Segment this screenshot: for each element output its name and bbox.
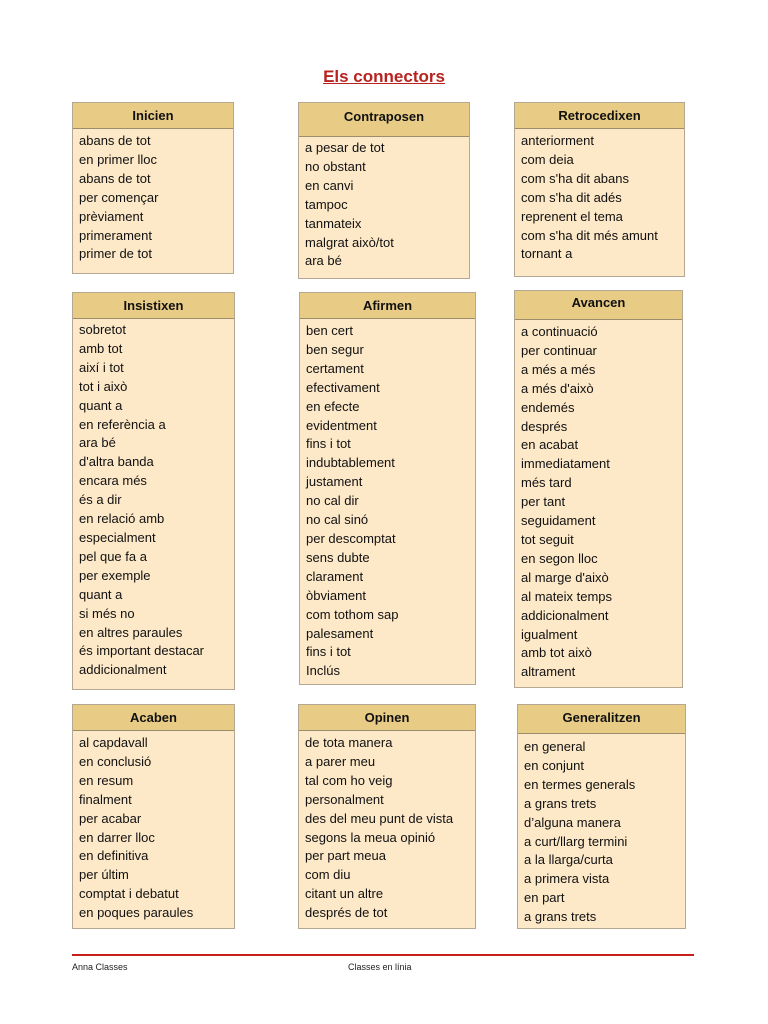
connector-item: d'altra banda bbox=[79, 454, 154, 470]
connector-item: com diu bbox=[305, 867, 351, 883]
connector-item: de tota manera bbox=[305, 735, 393, 750]
page-title: Els connectors bbox=[323, 67, 445, 86]
connector-item: en relació amb bbox=[79, 511, 165, 527]
connector-item: en efecte bbox=[306, 398, 360, 414]
connector-item: a curt/llarg termini bbox=[524, 833, 628, 849]
connector-item: com s'ha dit abans bbox=[521, 170, 629, 186]
connector-item: encara més bbox=[79, 473, 147, 489]
connector-item: en termes generals bbox=[524, 776, 636, 792]
connector-item: comptat i debatut bbox=[79, 886, 179, 902]
connector-item: en resum bbox=[79, 772, 134, 788]
connector-item: anteriorment bbox=[521, 133, 594, 148]
connector-item: en conjunt bbox=[524, 757, 584, 773]
connector-list bbox=[300, 319, 475, 681]
connector-item: després bbox=[521, 418, 568, 434]
box-avancen bbox=[514, 290, 683, 688]
connector-item: a més a més bbox=[521, 361, 596, 377]
connector-item: addicionalment bbox=[79, 662, 167, 678]
connector-item: és important destacar bbox=[79, 643, 205, 659]
connector-item: tot i això bbox=[79, 378, 128, 394]
connector-item: en primer lloc bbox=[79, 151, 158, 167]
connector-item: no cal sinó bbox=[306, 512, 369, 528]
connector-item: a continuació bbox=[521, 324, 598, 339]
connector-item: primerament bbox=[79, 227, 152, 243]
connector-item: amb tot això bbox=[521, 645, 592, 661]
connector-item: no obstant bbox=[305, 158, 366, 174]
box-title: Afirmen bbox=[300, 293, 475, 319]
box-insistixen bbox=[72, 292, 235, 690]
connector-item: al capdavall bbox=[79, 735, 148, 750]
connector-item: en acabat bbox=[521, 437, 579, 453]
connector-list bbox=[515, 320, 682, 682]
connector-item: en definitiva bbox=[79, 848, 149, 864]
connector-item: així i tot bbox=[79, 359, 124, 375]
connector-item: amb tot bbox=[79, 340, 123, 356]
connector-item: per acabar bbox=[79, 810, 142, 826]
connector-item: sobretot bbox=[79, 322, 126, 337]
connector-item: per tant bbox=[521, 494, 566, 510]
connector-item: abans de tot bbox=[79, 170, 151, 186]
connector-item: quant a bbox=[79, 586, 123, 602]
connector-item: en darrer lloc bbox=[79, 829, 155, 845]
connector-item: tal com ho veig bbox=[305, 772, 393, 788]
connector-item: en general bbox=[524, 739, 586, 754]
connector-item: fins i tot bbox=[306, 644, 351, 660]
connector-item: en referència a bbox=[79, 416, 166, 432]
connector-item: des del meu punt de vista bbox=[305, 810, 454, 826]
connector-list bbox=[299, 137, 469, 271]
connector-item: més tard bbox=[521, 475, 572, 491]
connector-item: si més no bbox=[79, 605, 135, 621]
box-retrocedixen bbox=[514, 102, 685, 277]
connector-item: a més d'això bbox=[521, 380, 594, 396]
connector-item: finalment bbox=[79, 791, 132, 807]
connector-item: personalment bbox=[305, 791, 384, 807]
connector-item: a pesar de tot bbox=[305, 140, 385, 155]
connector-list bbox=[299, 731, 475, 923]
connector-item: d’alguna manera bbox=[524, 814, 621, 830]
connector-item: com deia bbox=[521, 151, 574, 167]
connector-item: certament bbox=[306, 360, 364, 376]
connector-item: Inclús bbox=[306, 663, 340, 679]
connector-item: al marge d'això bbox=[521, 569, 609, 585]
footer-center: Classes en línia bbox=[348, 962, 412, 972]
connector-item: justament bbox=[306, 474, 363, 490]
box-title: Insistixen bbox=[73, 293, 234, 319]
box-title: Retrocedixen bbox=[515, 103, 684, 129]
connector-item: indubtablement bbox=[306, 455, 395, 471]
connector-item: fins i tot bbox=[306, 436, 351, 452]
connector-item: evidentment bbox=[306, 417, 377, 433]
connector-item: prèviament bbox=[79, 208, 144, 224]
box-title: Opinen bbox=[299, 705, 475, 731]
connector-item: en segon lloc bbox=[521, 550, 598, 566]
connector-item: és a dir bbox=[79, 492, 122, 508]
footer-left: Anna Classes bbox=[72, 962, 128, 972]
connector-item: reprenent el tema bbox=[521, 208, 623, 224]
connector-list bbox=[73, 731, 234, 923]
connector-item: òbviament bbox=[306, 587, 366, 603]
connector-item: ben cert bbox=[306, 323, 353, 338]
connector-item: sens dubte bbox=[306, 549, 370, 565]
box-generalitzen bbox=[517, 704, 686, 929]
connector-item: altrament bbox=[521, 664, 576, 680]
box-title: Acaben bbox=[73, 705, 234, 731]
connector-item: ara bé bbox=[79, 435, 116, 451]
connector-list bbox=[515, 129, 684, 264]
connector-item: en altres paraules bbox=[79, 624, 183, 640]
connector-item: per últim bbox=[79, 867, 129, 883]
connector-item: clarament bbox=[306, 568, 364, 584]
box-afirmen bbox=[299, 292, 476, 685]
connector-item: a parer meu bbox=[305, 753, 376, 769]
box-inicien bbox=[72, 102, 234, 274]
connector-item: especialment bbox=[79, 529, 156, 545]
box-contraposen bbox=[298, 102, 470, 279]
connector-item: citant un altre bbox=[305, 886, 384, 902]
connector-item: a grans trets bbox=[524, 909, 597, 925]
box-title: Avancen bbox=[515, 291, 682, 320]
connector-item: tornant a bbox=[521, 246, 573, 262]
connector-item: al mateix temps bbox=[521, 588, 613, 604]
connector-item: immediatament bbox=[521, 456, 610, 472]
connector-item: addicionalment bbox=[521, 607, 609, 623]
box-opinen bbox=[298, 704, 476, 929]
connector-item: a primera vista bbox=[524, 871, 610, 887]
connector-item: en canvi bbox=[305, 177, 354, 193]
connector-item: a la llarga/curta bbox=[524, 852, 613, 868]
connector-item: a grans trets bbox=[524, 795, 597, 811]
connector-item: no cal dir bbox=[306, 493, 359, 509]
connector-item: tanmateix bbox=[305, 215, 362, 231]
connector-item: després de tot bbox=[305, 905, 388, 921]
connector-item: per descomptat bbox=[306, 530, 396, 546]
connector-item: tampoc bbox=[305, 196, 348, 212]
box-acaben bbox=[72, 704, 235, 929]
footer-divider bbox=[72, 954, 694, 956]
connector-item: igualment bbox=[521, 626, 578, 642]
connector-item: en conclusió bbox=[79, 753, 152, 769]
connector-item: efectivament bbox=[306, 379, 380, 395]
connector-item: per part meua bbox=[305, 848, 386, 864]
connector-item: com tothom sap bbox=[306, 606, 399, 622]
connector-item: primer de tot bbox=[79, 246, 152, 262]
connector-item: abans de tot bbox=[79, 133, 151, 148]
box-title: Generalitzen bbox=[518, 705, 685, 734]
connector-item: en part bbox=[524, 890, 565, 906]
connector-item: com s'ha dit més amunt bbox=[521, 227, 658, 243]
connector-item: pel que fa a bbox=[79, 548, 147, 564]
connector-item: per exemple bbox=[79, 567, 151, 583]
connector-list bbox=[73, 319, 234, 680]
connector-item: per continuar bbox=[521, 342, 597, 358]
connector-list bbox=[73, 129, 233, 264]
connector-item: tot seguit bbox=[521, 531, 574, 547]
box-title: Contraposen bbox=[299, 103, 469, 137]
connector-item: seguidament bbox=[521, 513, 596, 529]
connector-item: com s'ha dit adés bbox=[521, 189, 622, 205]
connector-item: quant a bbox=[79, 397, 123, 413]
connector-item: en poques paraules bbox=[79, 905, 194, 921]
connector-item: ben segur bbox=[306, 341, 364, 357]
connector-item: ara bé bbox=[305, 253, 342, 269]
box-title: Inicien bbox=[73, 103, 233, 129]
connector-list bbox=[518, 734, 685, 927]
connector-item: segons la meua opinió bbox=[305, 829, 436, 845]
connector-item: palesament bbox=[306, 625, 374, 641]
connector-item: per començar bbox=[79, 189, 159, 205]
connector-item: malgrat això/tot bbox=[305, 234, 394, 250]
connector-item: endemés bbox=[521, 399, 575, 415]
